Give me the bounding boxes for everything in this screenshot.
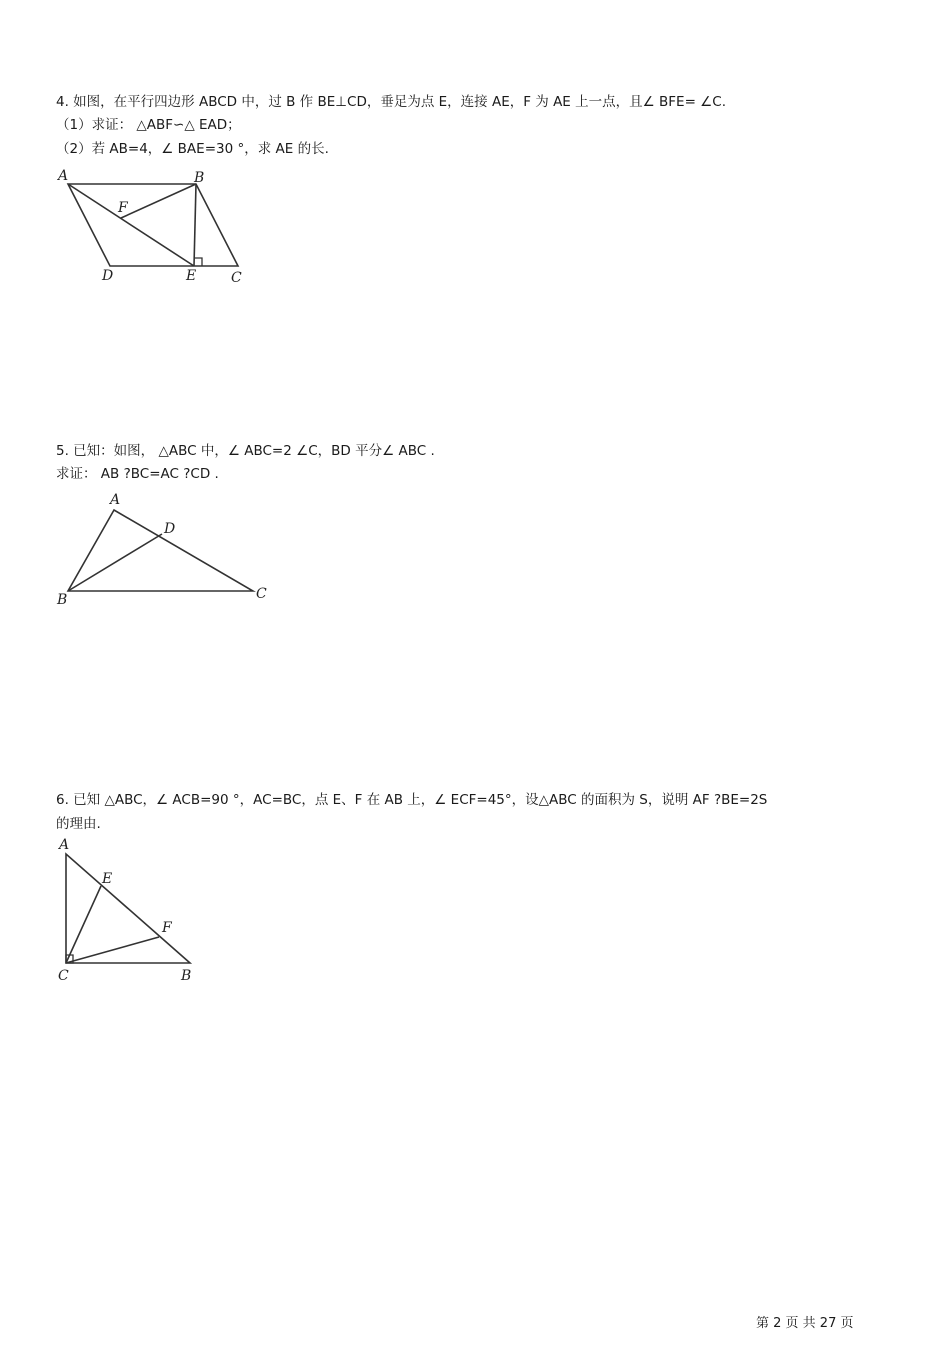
label-c: C bbox=[58, 968, 69, 984]
figure-triangle-abc bbox=[52, 488, 277, 610]
label-d: D bbox=[164, 521, 176, 537]
segment-ae bbox=[68, 184, 194, 266]
label-a: A bbox=[58, 168, 69, 184]
problem-5-part-1: 求证： AB ?BC=AC ?CD . bbox=[56, 466, 219, 482]
label-f: F bbox=[162, 920, 172, 936]
parallelogram-abcd bbox=[68, 184, 238, 266]
label-b: B bbox=[181, 968, 192, 984]
label-f: F bbox=[118, 200, 128, 216]
label-a: A bbox=[59, 837, 70, 853]
problem-4-part-2: （2）若 AB=4，∠ BAE=30 °，求 AE 的长. bbox=[56, 141, 329, 157]
problem-6-stem: 6. 已知 △ABC，∠ ACB=90 °，AC=BC，点 E、F 在 AB 上，∠ ECF=45°，设△ABC 的面积为 S，说明 AF ?BE=2S bbox=[56, 792, 768, 808]
segment-ce bbox=[66, 886, 101, 963]
label-e: E bbox=[186, 268, 197, 284]
figure-right-triangle bbox=[54, 836, 204, 986]
label-e: E bbox=[102, 871, 113, 887]
triangle-acb bbox=[66, 854, 190, 963]
problem-4-stem: 4. 如图，在平行四边形 ABCD 中，过 B 作 BE⊥CD，垂足为点 E，连接 AE，F 为 AE 上一点，且∠ BFE= ∠C. bbox=[56, 94, 726, 110]
label-c: C bbox=[231, 270, 242, 286]
segment-be bbox=[194, 184, 196, 266]
page-footer: 第 2 页 共 27 页 bbox=[756, 1316, 854, 1331]
figure-parallelogram bbox=[56, 166, 256, 288]
segment-cf bbox=[66, 937, 159, 963]
label-b: B bbox=[194, 170, 205, 186]
segment-bd bbox=[68, 534, 162, 591]
segment-bf bbox=[121, 184, 196, 218]
problem-4-part-1: （1）求证： △ABF∽△ EAD； bbox=[56, 117, 241, 133]
label-d: D bbox=[102, 268, 114, 284]
problem-6-part-1: 的理由. bbox=[56, 816, 101, 832]
right-angle-mark bbox=[194, 258, 202, 266]
problem-5-stem: 5. 已知：如图， △ABC 中，∠ ABC=2 ∠C，BD 平分∠ ABC . bbox=[56, 443, 435, 459]
label-a: A bbox=[110, 492, 121, 508]
label-b: B bbox=[57, 592, 68, 608]
triangle-abc bbox=[68, 510, 253, 591]
label-c: C bbox=[256, 586, 267, 602]
